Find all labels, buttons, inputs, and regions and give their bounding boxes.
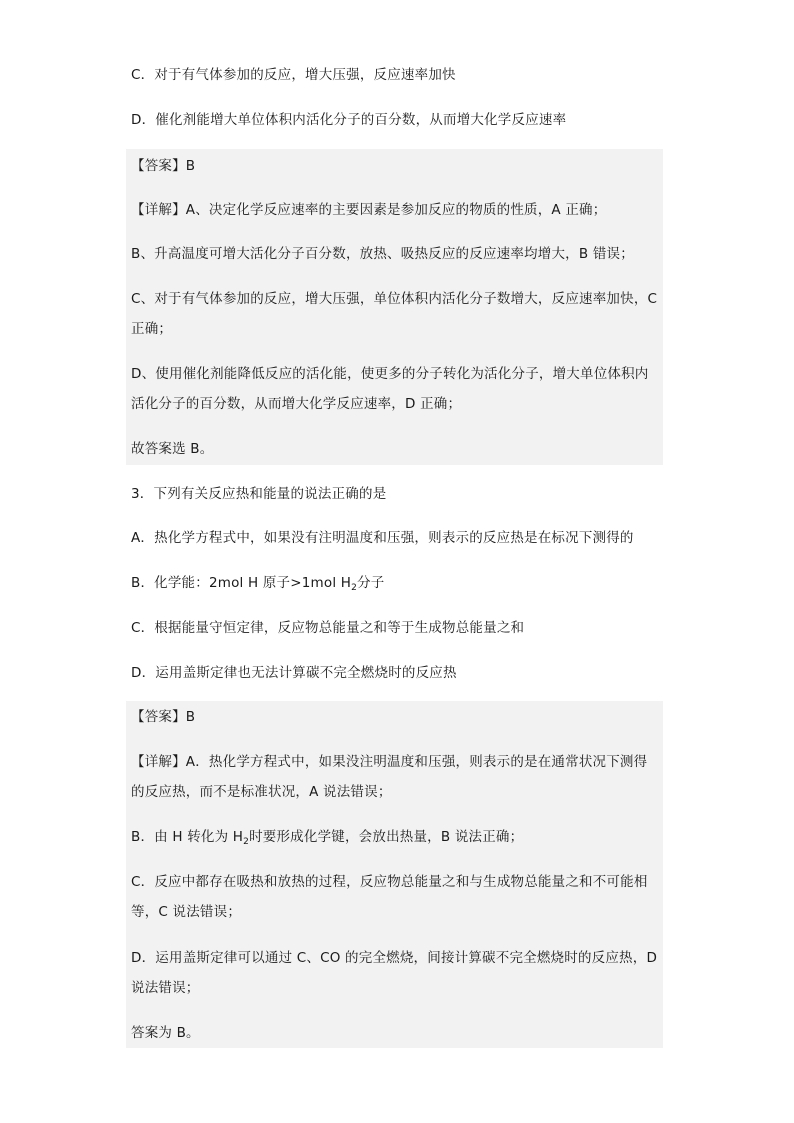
q3-stem: 3．下列有关反应热和能量的说法正确的是 xyxy=(131,486,387,502)
q3-option-b-subscript: 2 xyxy=(351,583,358,593)
q2-answer: 【答案】B xyxy=(131,158,196,174)
q2-explanation-4a: D、使用催化剂能降低反应的活化能，使更多的分子转化为活化分子，增大单位体积内 xyxy=(131,366,649,382)
q3-explanation-4a: D．运用盖斯定律可以通过 C、CO 的完全燃烧，间接计算碳不完全燃烧时的反应热，D xyxy=(131,950,658,966)
q3-explanation-1a: 【详解】A．热化学方程式中，如果没注明温度和压强，则表示的是在通常状况下测得 xyxy=(131,754,648,770)
q3-option-c: C．根据能量守恒定律，反应物总能量之和等于生成物总能量之和 xyxy=(131,620,525,636)
q3-explanation-2-subscript: 2 xyxy=(243,837,250,847)
q3-explanation-4b: 说法错误； xyxy=(131,980,200,996)
q2-explanation-1: 【详解】A、决定化学反应速率的主要因素是参加反应的物质的性质，A 正确； xyxy=(131,202,607,218)
q3-explanation-3b: 等，C 说法错误； xyxy=(131,904,242,920)
q3-option-b-text: B．化学能：2mol H 原子>1mol H xyxy=(131,575,352,591)
q3-option-d: D．运用盖斯定律也无法计算碳不完全燃烧时的反应热 xyxy=(131,665,457,681)
q3-option-b-suffix: 分子 xyxy=(357,575,385,591)
q3-explanation-2 xyxy=(131,827,523,847)
q2-explanation-4b: 活化分子的百分数，从而增大化学反应速率，D 正确； xyxy=(131,396,462,412)
q2-explanation-3b: 正确； xyxy=(131,321,173,337)
q2-explanation-2: B、升高温度可增大活化分子百分数，放热、吸热反应的反应速率均增大，B 错误； xyxy=(131,246,634,262)
q2-option-c: C．对于有气体参加的反应，增大压强，反应速率加快 xyxy=(131,67,456,83)
q3-option-b xyxy=(131,573,385,593)
q3-explanation-1b: 的反应热，而不是标准状况，A 说法错误； xyxy=(131,784,392,800)
q3-explanation-2-suffix: 时要形成化学键，会放出热量，B 说法正确； xyxy=(249,829,524,845)
q3-answer: 【答案】B xyxy=(131,709,196,725)
q3-option-a: A．热化学方程式中，如果没有注明温度和压强，则表示的反应热是在标况下测得的 xyxy=(131,530,634,546)
q3-conclusion: 答案为 B。 xyxy=(131,1025,200,1041)
q2-conclusion: 故答案选 B。 xyxy=(131,441,214,457)
q3-explanation-2-text: B．由 H 转化为 H xyxy=(131,829,244,845)
q3-explanation-3a: C．反应中都存在吸热和放热的过程，反应物总能量之和与生成物总能量之和不可能相 xyxy=(131,874,648,890)
q2-option-d: D．催化剂能增大单位体积内活化分子的百分数，从而增大化学反应速率 xyxy=(131,112,567,128)
q2-explanation-3a: C、对于有气体参加的反应，增大压强，单位体积内活化分子数增大，反应速率加快，C xyxy=(131,291,658,307)
